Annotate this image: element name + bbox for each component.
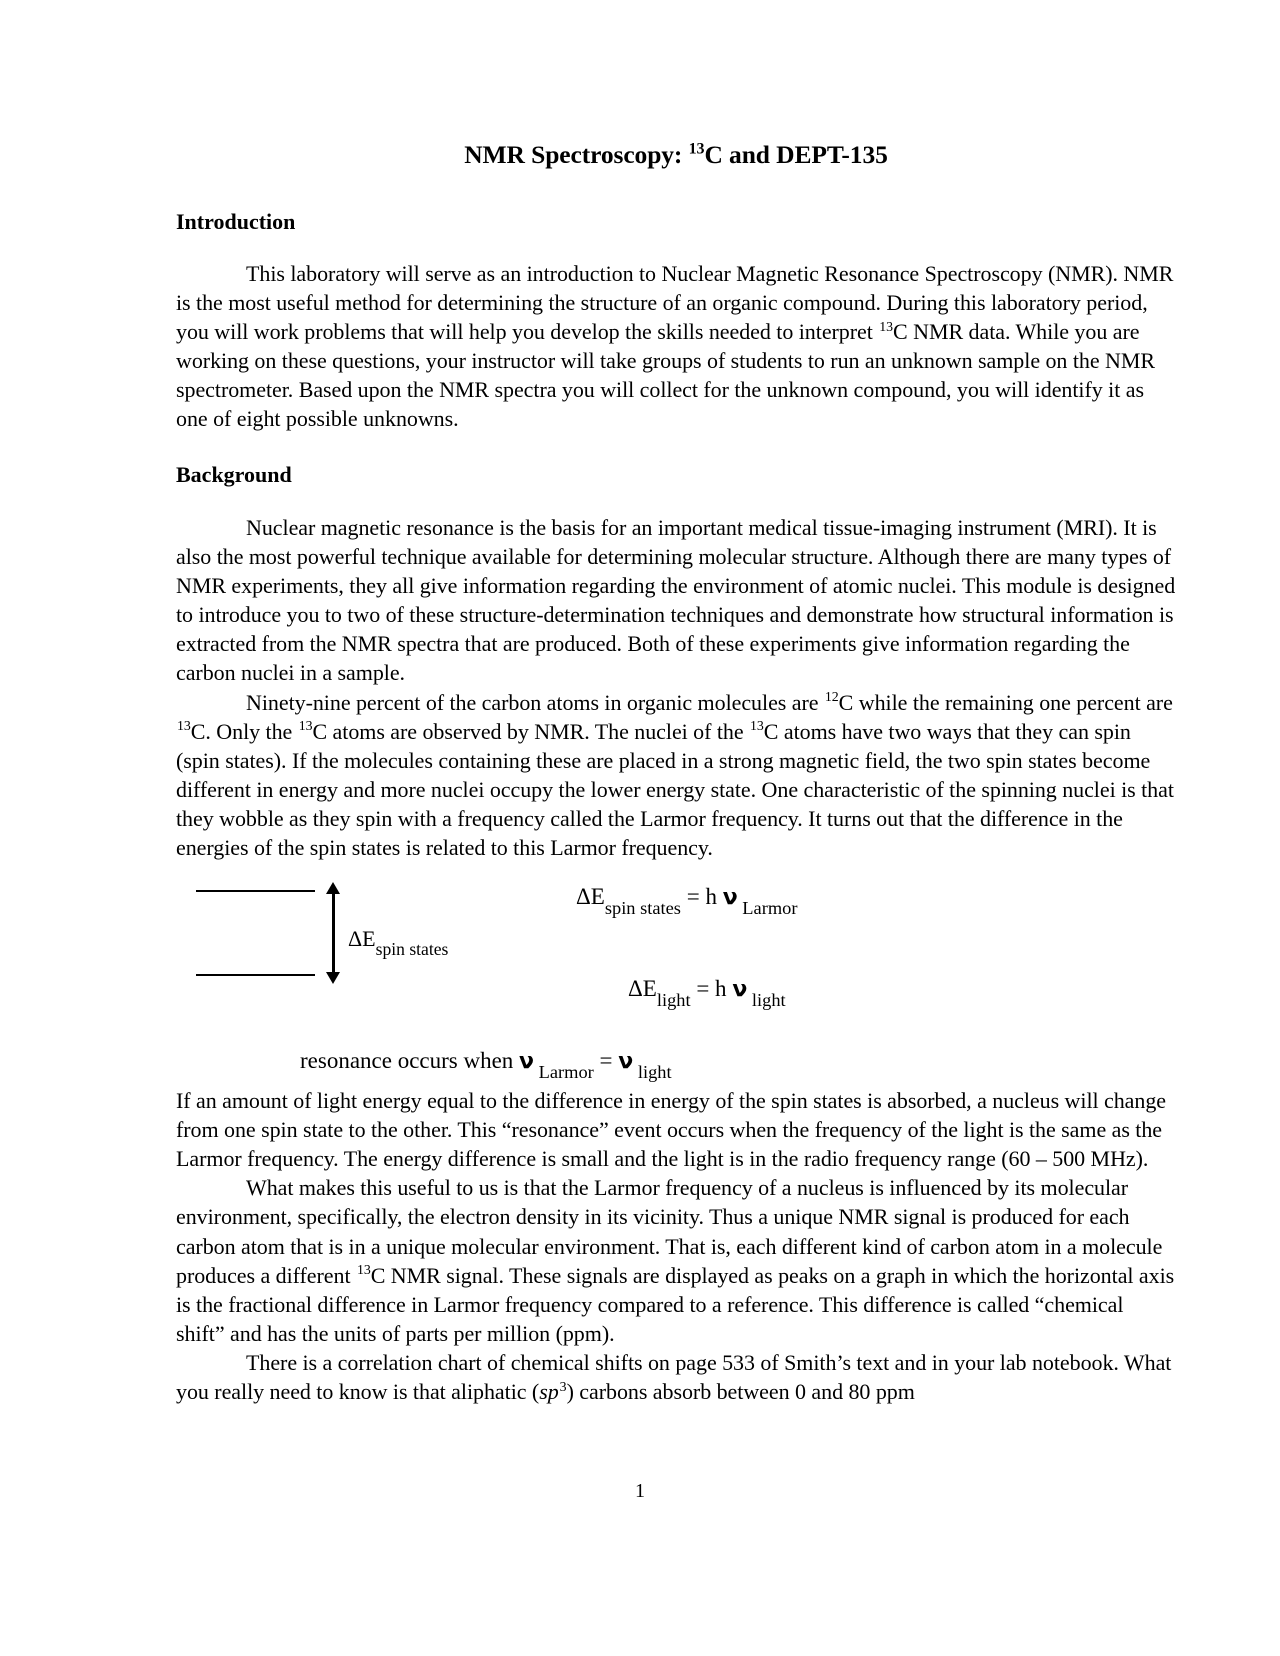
paragraph-background-isotopes: [176, 688, 1176, 863]
arrow-shaft: [332, 890, 335, 978]
delta-e-subscript: spin states: [375, 939, 449, 960]
correlation-text-1: There is a correlation chart of chemical shifts on page 533 of Smith’s text and in your lab notebook. What you really need to know is that aliphatic (: [176, 1349, 1172, 1404]
lower-energy-level-line: [196, 974, 315, 976]
heading-introduction: Introduction: [176, 208, 296, 234]
paragraph-resonance-absorption: If an amount of light energy equal to the difference in energy of the spin states is absorbed, a nucleus will change from one spin state to the other. This “resonance” event occurs when the frequency of the light is the same as the Larmor frequency. The energy difference is small and the light is in the radio frequency range (60 – 500 MHz).: [176, 1088, 1167, 1172]
page-title-rest: C and DEPT-135: [704, 140, 888, 169]
sp-hybridization-superscript: 3: [559, 1378, 567, 1394]
document-content: [176, 0, 1176, 1406]
equation-1-lhs: ΔE: [576, 884, 605, 910]
isotopes-text-5: C atoms have two ways that they can spin (spin states). If the molecules containing these are placed in a strong magnetic field, the two spin states become different in energy and more nuclei occupy the lower energy state. One characteristic of the spinning nuclei is that they wobble as they spin with a frequency called the Larmor frequency. It turns out that the difference in the energies of the spin states is related to this Larmor frequency.: [176, 718, 1174, 860]
equation-2-equals: = h: [690, 976, 733, 1002]
sp-hybridization-italic: sp: [539, 1379, 559, 1404]
resonance-subscript-larmor: Larmor: [534, 1061, 594, 1082]
equation-resonance-condition: [300, 1048, 672, 1082]
isotopes-text-1: Ninety-nine percent of the carbon atoms in organic molecules are: [246, 689, 824, 715]
isotopes-text-2: C while the remaining one percent are: [838, 689, 1173, 715]
paragraph-chemical-shift: [176, 1173, 1176, 1348]
delta-e-spin-states-label: [348, 926, 449, 960]
chemical-shift-text-1: What makes this useful to us is that the Larmor frequency of a nucleus is influenced by its molecular environment, specifically, the electron density in its vicinity. Thus a unique NMR signal is produced for each carbon atom that is in a unique molecular environment. That is, each different kind of carbon atom in a molecule produces a different: [176, 1175, 1163, 1288]
nu-symbol-resonance-light: ν: [618, 1049, 634, 1075]
nu-symbol-resonance-larmor: ν: [519, 1049, 535, 1075]
page-number: 1: [635, 1480, 645, 1502]
chemical-shift-text-2: C NMR signal. These signals are displayed as peaks on a graph in which the horizontal axis is the fractional difference in Larmor frequency compared to a reference. This difference is called “chemical shift” and has the units of parts per million (ppm).: [176, 1262, 1175, 1346]
heading-background: Background: [176, 461, 292, 487]
correlation-text-2: ) carbons absorb between 0 and 80 ppm: [566, 1379, 915, 1404]
isotope-superscript-13-d: 13: [356, 1262, 371, 1278]
paragraph-correlation-chart: [176, 1348, 1176, 1406]
equation-spin-states: [576, 884, 798, 918]
equation-2-lhs-subscript: light: [656, 989, 691, 1010]
equation-1-equals: = h: [680, 884, 723, 910]
isotope-superscript-12: 12: [824, 689, 839, 705]
energy-level-diagram: [176, 876, 1176, 1086]
resonance-equals: =: [593, 1048, 619, 1074]
isotope-superscript-13-c: 13: [750, 718, 764, 734]
resonance-prefix: resonance occurs when: [300, 1048, 520, 1074]
nu-symbol-light: ν: [732, 977, 748, 1003]
upper-energy-level-line: [196, 890, 315, 892]
double-headed-arrow-icon: [324, 884, 342, 984]
isotope-superscript-13-a: 13: [177, 718, 191, 734]
arrow-head-down-icon: [326, 972, 340, 984]
paragraph-background-overview: Nuclear magnetic resonance is the basis for an important medical tissue-imaging instrument (MRI). It is also the most powerful technique available for determining molecular structure. Although there are many types of NMR experiments, they all give information regarding the environment of atomic nuclei. This module is designed to introduce you to two of these structure-determination techniques and demonstrate how structural information is extracted from the NMR spectra that are produced. Both of these experiments give information regarding the carbon nuclei in a sample.: [176, 514, 1176, 686]
isotopes-text-4: C atoms are observed by NMR. The nuclei of the: [312, 718, 750, 744]
equation-1-nu-subscript: Larmor: [737, 897, 798, 918]
isotopes-text-3: C. Only the: [190, 718, 298, 744]
isotope-superscript-13: 13: [879, 318, 894, 334]
isotope-superscript-13-b: 13: [298, 718, 313, 734]
page-title-main: NMR Spectroscopy:: [464, 140, 689, 169]
page-title-superscript: 13: [688, 140, 705, 158]
paragraph-introduction-part2: C NMR data. While you are working on these questions, your instructor will take groups of students to run an unknown sample on the NMR spectrometer. Based upon the NMR spectra you will collect for the unknown compound, you will identify it as one of eight possible unknowns.: [176, 319, 1155, 432]
resonance-subscript-light: light: [633, 1061, 672, 1082]
equation-2-nu-subscript: light: [747, 989, 786, 1010]
paragraph-introduction-part1: This laboratory will serve as an introduction to Nuclear Magnetic Resonance Spectroscopy (NMR). NMR is the most useful method for determining the structure of an organic compound. During this laboratory period, you will work problems that will help you develop the skills needed to interpret: [176, 260, 1174, 345]
page-title: [176, 0, 1176, 171]
delta-e-symbol: ΔE: [348, 926, 376, 952]
nu-symbol-larmor: ν: [722, 885, 738, 911]
equation-2-lhs: ΔE: [628, 976, 657, 1002]
equation-1-lhs-subscript: spin states: [604, 897, 681, 918]
paragraph-introduction: [176, 259, 1176, 434]
equation-light: [628, 976, 786, 1010]
